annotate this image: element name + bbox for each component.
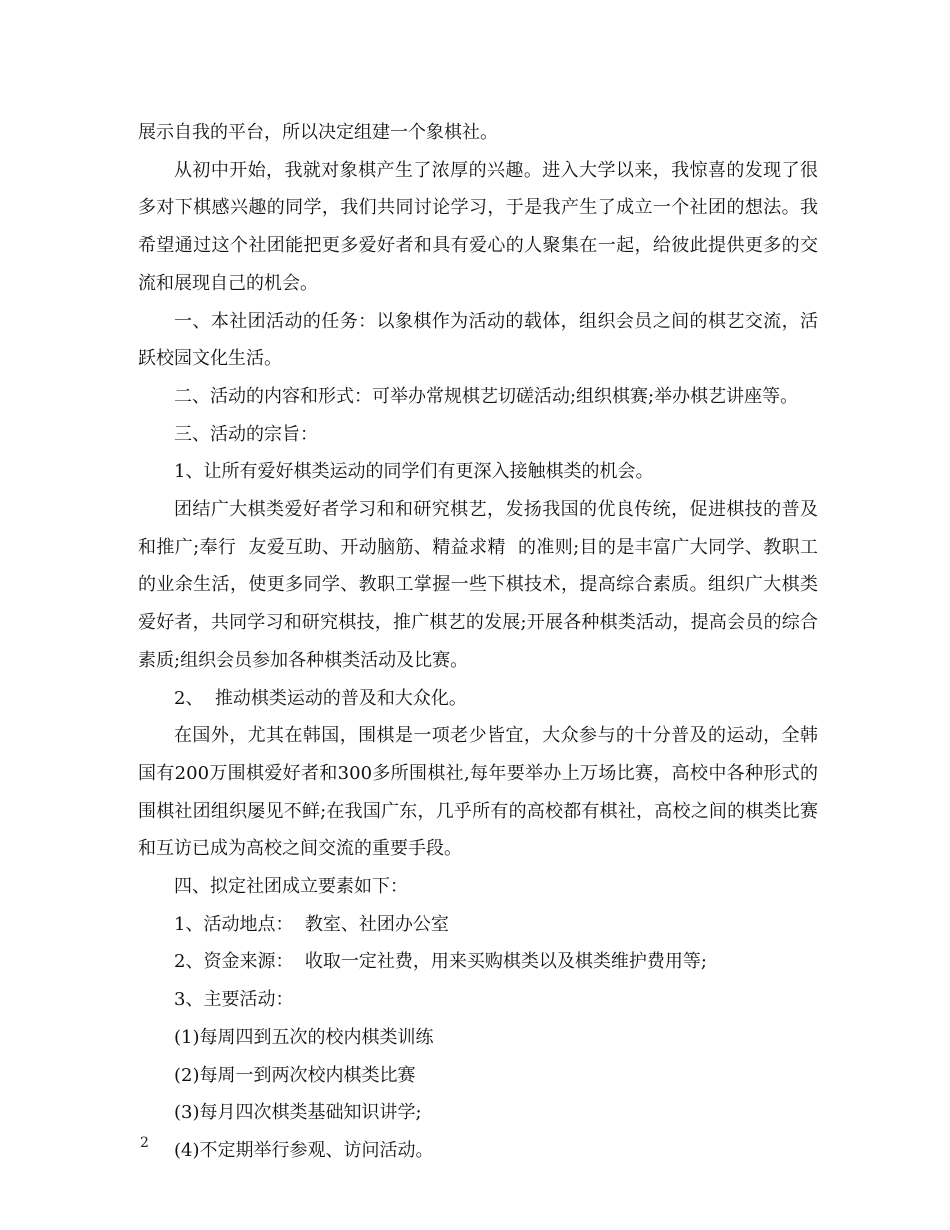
paragraph-purpose-1: 1、让所有爱好棋类运动的同学们有更深入接触棋类的机会。 (174, 461, 654, 483)
paragraph-unite-enthusiasts: 团结广大棋类爱好者学习和和研究棋艺，发扬我国的优良传统，促进棋技的普及和推广;奉行 友爱互助、开动脑筋、精益求精 的准则;目的是丰富广大同学、教职工的业余生活，使更多同学、教职工掌握一些下棋技术，提高综合素质。组织广大棋类爱好者，共同学习和研究棋技，推广棋艺的发展;开展各种棋类活动，提高会员的综合素质;组织会员参加各种棋类活动及比赛。 (138, 499, 818, 671)
section-heading-elements: 四、拟定社团成立要素如下： (174, 876, 408, 898)
list-item-main-activities: 3、主要活动： (174, 989, 294, 1011)
paragraph-abroad-korea: 在国外，尤其在韩国，围棋是一项老少皆宜，大众参与的十分普及的运动，全韩国有200万围棋爱好者和300多所围棋社,每年要举办上万场比赛，高校中各种形式的围棋社团组织屡见不鲜;在我国广东，几乎所有的高校都有棋社，高校之间的棋类比赛和互访已成为高校之间交流的重要手段。 (138, 725, 818, 860)
paragraph-intro-continuation: 展示自我的平台，所以决定组建一个象棋社。 (138, 122, 498, 143)
sub-item-training: (1)每周四到五次的校内棋类训练 (174, 1026, 434, 1048)
list-item-location: 1、活动地点： 教室、社团办公室 (174, 913, 449, 935)
paragraph-motivation: 从初中开始，我就对象棋产生了浓厚的兴趣。进入大学以来，我惊喜的发现了很多对下棋感兴趣的同学，我们共同讨论学习，于是我产生了成立一个社团的想法。我希望通过这个社团能把更多爱好者和具有爱心的人聚集在一起，给彼此提供更多的交流和展现自己的机会。 (138, 159, 818, 294)
page-number: 2 (140, 1135, 149, 1151)
paragraph-purpose-2: 2、 推动棋类运动的普及和大众化。 (174, 687, 467, 709)
section-heading-purpose: 三、活动的宗旨： (174, 423, 318, 445)
sub-item-lectures: (3)每月四次棋类基础知识讲学; (174, 1102, 422, 1124)
paragraph-content-form: 二、活动的内容和形式：可举办常规棋艺切磋活动;组织棋赛;举办棋艺讲座等。 (174, 385, 799, 407)
sub-item-competition: (2)每周一到两次校内棋类比赛 (174, 1064, 416, 1086)
sub-item-visits: (4)不定期举行参观、访问活动。 (174, 1139, 434, 1161)
document-body (138, 114, 818, 1170)
paragraph-task: 一、本社团活动的任务：以象棋作为活动的载体，组织会员之间的棋艺交流，活跃校园文化生活。 (138, 310, 818, 370)
list-item-funding: 2、资金来源： 收取一定社费，用来买购棋类以及棋类维护费用等; (174, 951, 707, 973)
